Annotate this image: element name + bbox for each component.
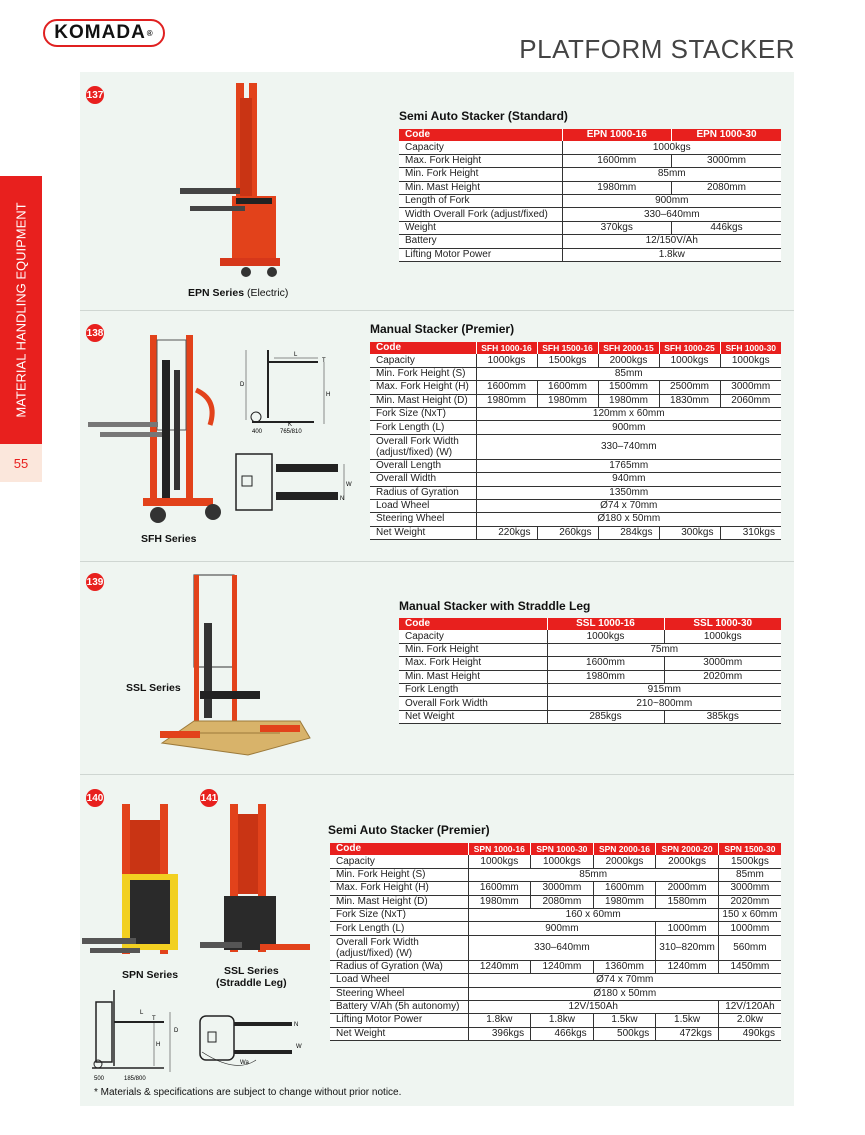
epn-stacker-image: [150, 78, 290, 283]
table-cell: 1580mm: [656, 895, 719, 908]
table-cell: 1600mm: [562, 154, 672, 167]
table-cell: 3000mm: [720, 381, 781, 394]
table-row: [330, 895, 781, 908]
table-cell: 330–740mm: [476, 434, 781, 459]
dim-label-N: N: [340, 496, 345, 502]
table-cell: 12/150V/Ah: [562, 235, 781, 248]
item-badge-139: 139: [86, 573, 104, 591]
dim-label-K: K: [288, 422, 293, 428]
table-row: [399, 194, 781, 207]
row-label: Capacity: [330, 855, 468, 868]
header-cell: SPN 1000-16: [468, 843, 531, 855]
page-title: PLATFORM STACKER: [519, 34, 795, 64]
table-row: [330, 1027, 781, 1040]
table-cell: 85mm: [562, 168, 781, 181]
table-cell: Ø74 x 70mm: [468, 974, 781, 987]
table-cell: 310–820mm: [656, 935, 719, 960]
komada-logo: [43, 19, 165, 47]
table-row: [370, 459, 781, 472]
table-cell: 1980mm: [593, 895, 656, 908]
header-cell: SFH 2000-15: [598, 342, 659, 354]
table-cell: Ø180 x 50mm: [476, 513, 781, 526]
item-badge-138: 138: [86, 324, 104, 342]
header-cell: Code: [399, 618, 547, 630]
table-cell: 1000kgs: [476, 354, 537, 367]
row-label: Width Overall Fork (adjust/fixed): [399, 208, 562, 221]
table-row: [330, 882, 781, 895]
dim-label-L: L: [294, 352, 298, 358]
row-label: Net Weight: [330, 1027, 468, 1040]
footnote: * Materials & specifications are subject to change without prior notice.: [94, 1087, 402, 1098]
row-label: Battery V/Ah (5h autonomy): [330, 1000, 468, 1013]
table-row: [399, 248, 781, 261]
table-cell: 3000mm: [718, 882, 781, 895]
table-cell: 1.5kw: [593, 1014, 656, 1027]
table-cell: 1765mm: [476, 459, 781, 472]
row-label: Steering Wheel: [330, 987, 468, 1000]
row-label: Max. Fork Height (H): [330, 882, 468, 895]
table-cell: 1000kgs: [562, 141, 781, 154]
table-row: [399, 697, 781, 710]
table-cell: 370kgs: [562, 221, 672, 234]
section-title-137: Semi Auto Stacker (Standard): [399, 109, 568, 123]
table-row: [399, 154, 781, 167]
row-label: Overall Length: [370, 459, 476, 472]
table-header-row: [330, 843, 781, 855]
header-cell: SFH 1000-25: [659, 342, 720, 354]
row-label: Overall Fork Width (adjust/fixed) (W): [370, 434, 476, 459]
spec-table-137: [399, 129, 781, 262]
ssl-straddle-stacker-image: [200, 800, 310, 960]
header-cell: SFH 1000-30: [720, 342, 781, 354]
table-cell: 385kgs: [664, 710, 781, 723]
table-cell: 120mm x 60mm: [476, 407, 781, 420]
table-row: [330, 868, 781, 881]
table-cell: 1240mm: [656, 960, 719, 973]
table-cell: 85mm: [718, 868, 781, 881]
table-row: [399, 630, 781, 643]
ssl-stacker-image: [160, 573, 310, 758]
header-cell: SPN 1000-30: [531, 843, 594, 855]
table-cell: 1.8kw: [531, 1014, 594, 1027]
table-row: [370, 381, 781, 394]
table-cell: 1980mm: [476, 394, 537, 407]
table-cell: 85mm: [468, 868, 718, 881]
row-label: Net Weight: [370, 526, 476, 539]
row-label: Net Weight: [399, 710, 547, 723]
table-row: [330, 1000, 781, 1013]
table-cell: 1500mm: [598, 381, 659, 394]
table-cell: 2060mm: [720, 394, 781, 407]
section-title-138: Manual Stacker (Premier): [370, 322, 515, 336]
table-cell: 3000mm: [672, 154, 782, 167]
table-cell: 1450mm: [718, 960, 781, 973]
table-cell: 396kgs: [468, 1027, 531, 1040]
section-divider: [80, 310, 794, 311]
table-row: [399, 643, 781, 656]
row-label: Steering Wheel: [370, 513, 476, 526]
table-cell: 2000kgs: [656, 855, 719, 868]
table-row: [370, 394, 781, 407]
row-label: Radius of Gyration: [370, 486, 476, 499]
table-cell: 1000kgs: [547, 630, 664, 643]
registered-mark: ®: [146, 28, 154, 38]
table-cell: 260kgs: [537, 526, 598, 539]
table-cell: Ø180 x 50mm: [468, 987, 781, 1000]
epn-caption-rest: (Electric): [246, 287, 289, 299]
table-cell: 3000mm: [664, 657, 781, 670]
spec-table-139: [399, 618, 781, 724]
table-cell: 1980mm: [598, 394, 659, 407]
table-cell: 2080mm: [672, 181, 782, 194]
table-cell: 1000mm: [718, 922, 781, 935]
table-row: [399, 683, 781, 696]
header-cell: EPN 1000-30: [672, 129, 782, 141]
dim-label-H: H: [156, 1042, 161, 1048]
table-cell: 2000kgs: [598, 354, 659, 367]
row-label: Min. Mast Height: [399, 670, 547, 683]
dim-label-400: 400: [252, 429, 263, 435]
table-row: [370, 354, 781, 367]
row-label: Min. Mast Height (D): [330, 895, 468, 908]
table-cell: 1600mm: [537, 381, 598, 394]
spn-dimension-diagram: [84, 986, 186, 1084]
table-row: [370, 486, 781, 499]
row-label: Overall Width: [370, 473, 476, 486]
table-header-row: [399, 129, 781, 141]
section-divider: [80, 561, 794, 562]
table-cell: 75mm: [547, 643, 781, 656]
table-row: [399, 670, 781, 683]
table-row: [370, 513, 781, 526]
header-cell: SPN 1500-30: [718, 843, 781, 855]
table-cell: 1980mm: [537, 394, 598, 407]
table-row: [330, 855, 781, 868]
table-row: [330, 987, 781, 1000]
row-label: Length of Fork: [399, 194, 562, 207]
table-cell: 85mm: [476, 367, 781, 380]
table-cell: 1600mm: [547, 657, 664, 670]
table-cell: Ø74 x 70mm: [476, 499, 781, 512]
dim-label-Wa: Wa: [240, 1060, 249, 1066]
table-row: [370, 434, 781, 459]
dim-label-T: T: [152, 1016, 156, 1022]
row-label: Min. Mast Height (D): [370, 394, 476, 407]
table-cell: 446kgs: [672, 221, 782, 234]
table-cell: 490kgs: [718, 1027, 781, 1040]
brand-name: KOMADA: [54, 22, 146, 43]
row-label: Overall Fork Width (adjust/fixed) (W): [330, 935, 468, 960]
row-label: Fork Length (L): [330, 922, 468, 935]
table-cell: 560mm: [718, 935, 781, 960]
dim-label-500: 500: [94, 1076, 105, 1082]
row-label: Capacity: [399, 141, 562, 154]
table-cell: 466kgs: [531, 1027, 594, 1040]
item-badge-137: 137: [86, 86, 104, 104]
table-cell: 2.0kw: [718, 1014, 781, 1027]
header-cell: Code: [330, 843, 468, 855]
section-title-139: Manual Stacker with Straddle Leg: [399, 599, 591, 613]
table-header-row: [399, 618, 781, 630]
table-cell: 330–640mm: [562, 208, 781, 221]
table-cell: 940mm: [476, 473, 781, 486]
table-cell: 285kgs: [547, 710, 664, 723]
table-row: [399, 181, 781, 194]
table-cell: 472kgs: [656, 1027, 719, 1040]
table-cell: 1360mm: [593, 960, 656, 973]
table-row: [370, 421, 781, 434]
table-cell: 1600mm: [476, 381, 537, 394]
side-tab: [0, 176, 42, 444]
header-cell: EPN 1000-16: [562, 129, 672, 141]
table-cell: 1600mm: [593, 882, 656, 895]
table-cell: 2000mm: [656, 882, 719, 895]
table-row: [399, 710, 781, 723]
table-cell: 330–640mm: [468, 935, 656, 960]
spn-caption: SPN Series: [122, 969, 179, 981]
header-cell: SSL 1000-30: [664, 618, 781, 630]
table-cell: 1830mm: [659, 394, 720, 407]
table-cell: 900mm: [476, 421, 781, 434]
row-label: Capacity: [370, 354, 476, 367]
table-cell: 1980mm: [468, 895, 531, 908]
table-row: [370, 499, 781, 512]
table-cell: 210~800mm: [547, 697, 781, 710]
row-label: Min. Fork Height (S): [370, 367, 476, 380]
spn-stacker-image: [82, 800, 192, 960]
table-cell: 12V/120Ah: [718, 1000, 781, 1013]
header-cell: SPN 2000-16: [593, 843, 656, 855]
table-cell: 1000kgs: [664, 630, 781, 643]
dim-label-T: T: [322, 358, 326, 364]
table-cell: 1.5kw: [656, 1014, 719, 1027]
table-row: [399, 221, 781, 234]
table-cell: 1.8kw: [562, 248, 781, 261]
dim-label-N: N: [294, 1022, 299, 1028]
table-row: [399, 235, 781, 248]
spec-table-138: [370, 342, 781, 540]
row-label: Max. Fork Height: [399, 154, 562, 167]
spec-table-140: [330, 843, 781, 1041]
row-label: Load Wheel: [370, 499, 476, 512]
table-row: [330, 935, 781, 960]
table-cell: 2500mm: [659, 381, 720, 394]
table-cell: 900mm: [562, 194, 781, 207]
dim-label-765: 765/810: [280, 429, 302, 435]
row-label: Min. Fork Height: [399, 168, 562, 181]
row-label: Battery: [399, 235, 562, 248]
header-cell: SSL 1000-16: [547, 618, 664, 630]
row-label: Load Wheel: [330, 974, 468, 987]
table-cell: 2080mm: [531, 895, 594, 908]
table-cell: 12V/150Ah: [468, 1000, 718, 1013]
sfh-caption: SFH Series: [141, 533, 197, 545]
row-label: Weight: [399, 221, 562, 234]
table-cell: 284kgs: [598, 526, 659, 539]
table-row: [330, 908, 781, 921]
table-cell: 1240mm: [531, 960, 594, 973]
table-cell: 2020mm: [664, 670, 781, 683]
table-cell: 1980mm: [547, 670, 664, 683]
ssl-straddle-dimension-diagram: [196, 1012, 304, 1084]
table-cell: 1000kgs: [531, 855, 594, 868]
row-label: Lifting Motor Power: [399, 248, 562, 261]
dim-label-L: L: [140, 1010, 144, 1016]
table-cell: 1500kgs: [718, 855, 781, 868]
table-cell: 1240mm: [468, 960, 531, 973]
table-cell: 1000kgs: [468, 855, 531, 868]
table-cell: 2000kgs: [593, 855, 656, 868]
table-row: [399, 141, 781, 154]
table-cell: 2020mm: [718, 895, 781, 908]
table-row: [399, 168, 781, 181]
epn-caption: [188, 287, 288, 299]
table-row: [370, 473, 781, 486]
item-badge-141: 141: [200, 789, 218, 807]
epn-caption-bold: EPN Series: [188, 287, 245, 299]
table-cell: 220kgs: [476, 526, 537, 539]
ssl-straddle-caption-line2: (Straddle Leg): [216, 977, 287, 989]
table-cell: 1.8kw: [468, 1014, 531, 1027]
section-divider: [80, 774, 794, 775]
header-cell: SFH 1000-16: [476, 342, 537, 354]
row-label: Fork Length: [399, 683, 547, 696]
table-cell: 1980mm: [562, 181, 672, 194]
table-row: [330, 922, 781, 935]
side-tab-label: MATERIAL HANDLING EQUIPMENT: [13, 202, 29, 418]
table-cell: 915mm: [547, 683, 781, 696]
row-label: Fork Length (L): [370, 421, 476, 434]
page-number: 55: [0, 444, 42, 482]
header-cell: Code: [399, 129, 562, 141]
ssl-straddle-caption-line1: SSL Series: [224, 965, 279, 977]
table-cell: 900mm: [468, 922, 656, 935]
dim-label-W: W: [296, 1044, 302, 1050]
row-label: Capacity: [399, 630, 547, 643]
header-cell: SPN 2000-20: [656, 843, 719, 855]
row-label: Fork Size (NxT): [330, 908, 468, 921]
dim-label-W: W: [346, 482, 352, 488]
sfh-stacker-image: [88, 330, 228, 530]
section-title-140: Semi Auto Stacker (Premier): [328, 823, 490, 837]
row-label: Min. Fork Height: [399, 643, 547, 656]
table-cell: 1600mm: [468, 882, 531, 895]
table-cell: 500kgs: [593, 1027, 656, 1040]
row-label: Min. Fork Height (S): [330, 868, 468, 881]
dim-label-D: D: [240, 382, 245, 388]
ssl-caption: SSL Series: [126, 682, 181, 694]
table-cell: 1500kgs: [537, 354, 598, 367]
row-label: Min. Mast Height: [399, 181, 562, 194]
header-cell: SFH 1500-16: [537, 342, 598, 354]
row-label: Overall Fork Width: [399, 697, 547, 710]
table-cell: 1000kgs: [659, 354, 720, 367]
row-label: Max. Fork Height (H): [370, 381, 476, 394]
table-row: [330, 974, 781, 987]
table-row: [370, 407, 781, 420]
table-row: [399, 208, 781, 221]
item-badge-140: 140: [86, 789, 104, 807]
table-cell: 3000mm: [531, 882, 594, 895]
table-cell: 310kgs: [720, 526, 781, 539]
table-cell: 150 x 60mm: [718, 908, 781, 921]
table-cell: 1000kgs: [720, 354, 781, 367]
header-cell: Code: [370, 342, 476, 354]
dim-label-D: D: [174, 1028, 179, 1034]
row-label: Fork Size (NxT): [370, 407, 476, 420]
table-row: [330, 960, 781, 973]
table-row: [370, 526, 781, 539]
table-cell: 160 x 60mm: [468, 908, 718, 921]
table-header-row: [370, 342, 781, 354]
table-cell: 1000mm: [656, 922, 719, 935]
table-cell: 300kgs: [659, 526, 720, 539]
dim-label-H: H: [326, 392, 331, 398]
table-row: [330, 1014, 781, 1027]
table-row: [399, 657, 781, 670]
row-label: Max. Fork Height: [399, 657, 547, 670]
table-row: [370, 367, 781, 380]
table-cell: 1350mm: [476, 486, 781, 499]
row-label: Radius of Gyration (Wa): [330, 960, 468, 973]
sfh-dimension-diagram: [234, 340, 352, 540]
dim-label-185: 185/800: [124, 1076, 146, 1082]
row-label: Lifting Motor Power: [330, 1014, 468, 1027]
